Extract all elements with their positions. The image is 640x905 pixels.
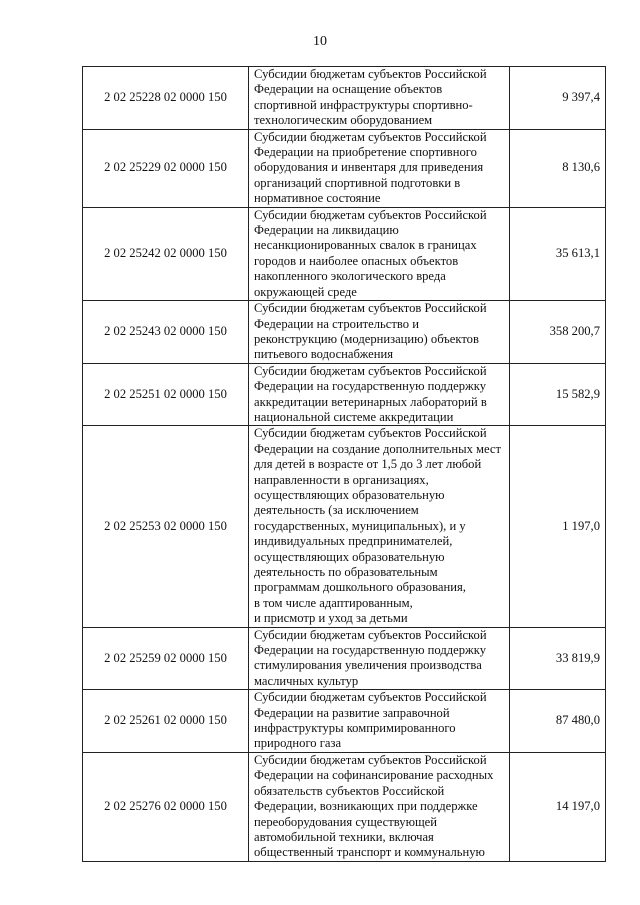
amount-cell: 14 197,0 xyxy=(510,752,606,861)
budget-code-cell: 2 02 25261 02 0000 150 xyxy=(83,690,249,753)
budget-code-cell: 2 02 25251 02 0000 150 xyxy=(83,363,249,426)
table-row xyxy=(83,67,606,130)
amount-cell: 15 582,9 xyxy=(510,363,606,426)
amount-cell: 33 819,9 xyxy=(510,627,606,690)
description-cell: Субсидии бюджетам субъектов Российской Федерации на ликвидацию несанкционированных свалок в границах городов и наиболее опасных объектов накопленного экологического вреда окружающей среде xyxy=(249,207,510,300)
budget-code-cell: 2 02 25253 02 0000 150 xyxy=(83,426,249,627)
table-row xyxy=(83,129,606,207)
table-row xyxy=(83,363,606,426)
table-row xyxy=(83,207,606,300)
budget-code-cell: 2 02 25243 02 0000 150 xyxy=(83,301,249,364)
description-cell: Субсидии бюджетам субъектов Российской Федерации на создание дополнительных мест для детей в возрасте от 1,5 до 3 лет любой направленности в организациях, осуществляющих образовательную деятельность (за исключением государственных, муниципальных), и у индивидуальных предпринимателей, осуществляющих образовательную деятельность по образовательным программам дошкольного образования, в том числе адаптированным, и присмотр и уход за детьми xyxy=(249,426,510,627)
amount-cell: 35 613,1 xyxy=(510,207,606,300)
description-cell: Субсидии бюджетам субъектов Российской Федерации на оснащение объектов спортивной инфраструктуры спортивно- технологическим оборудованием xyxy=(249,67,510,130)
table-row xyxy=(83,690,606,753)
description-cell: Субсидии бюджетам субъектов Российской Федерации на государственную поддержку стимулирования увеличения производства масличных культур xyxy=(249,627,510,690)
budget-code-cell: 2 02 25242 02 0000 150 xyxy=(83,207,249,300)
description-cell: Субсидии бюджетам субъектов Российской Федерации на развитие заправочной инфраструктуры компримированного природного газа xyxy=(249,690,510,753)
table-row xyxy=(83,752,606,861)
description-cell: Субсидии бюджетам субъектов Российской Федерации на софинансирование расходных обязательств субъектов Российской Федерации, возникающих при поддержке переоборудования существующей автомобильной техники, включая общественный транспорт и коммунальную xyxy=(249,752,510,861)
description-cell: Субсидии бюджетам субъектов Российской Федерации на строительство и реконструкцию (модернизацию) объектов питьевого водоснабжения xyxy=(249,301,510,364)
description-cell: Субсидии бюджетам субъектов Российской Федерации на приобретение спортивного оборудования и инвентаря для приведения организаций спортивной подготовки в нормативное состояние xyxy=(249,129,510,207)
table-row xyxy=(83,627,606,690)
table-row xyxy=(83,426,606,627)
amount-cell: 9 397,4 xyxy=(510,67,606,130)
page-number: 10 xyxy=(313,34,327,49)
budget-code-cell: 2 02 25276 02 0000 150 xyxy=(83,752,249,861)
budget-code-cell: 2 02 25229 02 0000 150 xyxy=(83,129,249,207)
table-row xyxy=(83,301,606,364)
amount-cell: 8 130,6 xyxy=(510,129,606,207)
description-cell: Субсидии бюджетам субъектов Российской Федерации на государственную поддержку аккредитации ветеринарных лабораторий в национальной системе аккредитации xyxy=(249,363,510,426)
budget-revenue-table xyxy=(82,66,606,862)
amount-cell: 87 480,0 xyxy=(510,690,606,753)
budget-code-cell: 2 02 25259 02 0000 150 xyxy=(83,627,249,690)
amount-cell: 358 200,7 xyxy=(510,301,606,364)
amount-cell: 1 197,0 xyxy=(510,426,606,627)
budget-code-cell: 2 02 25228 02 0000 150 xyxy=(83,67,249,130)
